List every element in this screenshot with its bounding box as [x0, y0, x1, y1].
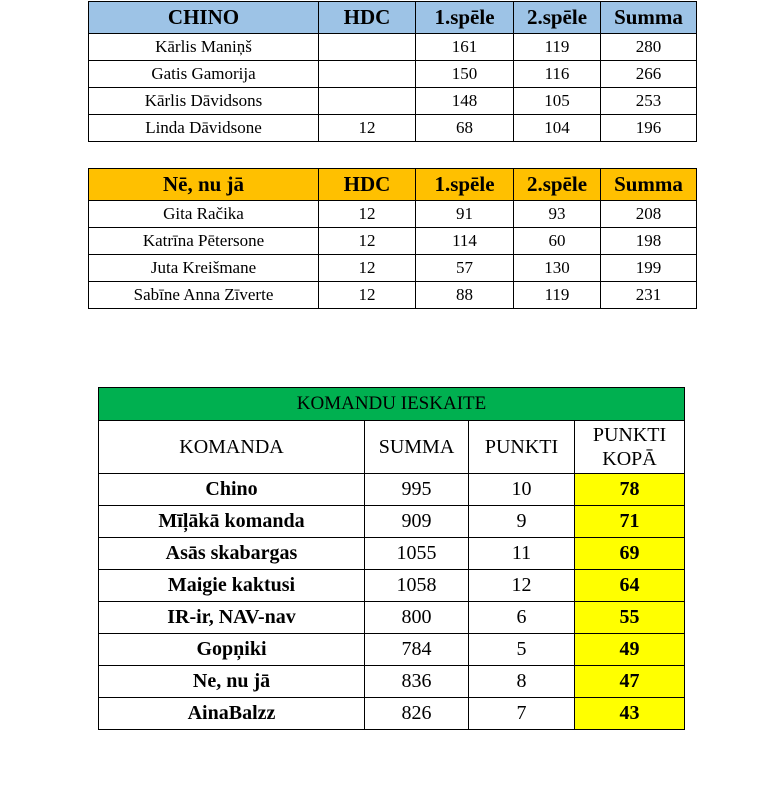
player-name: Gatis Gamorija	[89, 61, 319, 88]
sum-header: Summa	[601, 2, 697, 34]
team-points: 5	[469, 634, 575, 666]
team-table-chino	[88, 1, 697, 142]
points-column-header: PUNKTI	[469, 421, 575, 474]
team-points: 7	[469, 698, 575, 730]
team-name-header: CHINO	[89, 2, 319, 34]
team-sum: 1055	[365, 538, 469, 570]
player-name: Kārlis Maniņš	[89, 34, 319, 61]
team-points: 11	[469, 538, 575, 570]
hdc-cell: 12	[319, 255, 416, 282]
team-table-ne-nu-ja	[88, 168, 697, 309]
sum-cell: 208	[601, 201, 697, 228]
sum-cell: 198	[601, 228, 697, 255]
table-row	[99, 602, 685, 634]
team-total-points: 71	[575, 506, 685, 538]
table-row	[89, 88, 697, 115]
table-row	[89, 34, 697, 61]
team-name: AinaBalzz	[99, 698, 365, 730]
player-name: Sabīne Anna Zīverte	[89, 282, 319, 309]
table-row	[89, 115, 697, 142]
game1-cell: 161	[416, 34, 514, 61]
player-name: Katrīna Pētersone	[89, 228, 319, 255]
team-points: 8	[469, 666, 575, 698]
game1-header: 1.spēle	[416, 169, 514, 201]
team-name: IR-ir, NAV-nav	[99, 602, 365, 634]
player-name: Gita Račika	[89, 201, 319, 228]
game1-cell: 88	[416, 282, 514, 309]
team-name: Ne, nu jā	[99, 666, 365, 698]
team-name: Asās skabargas	[99, 538, 365, 570]
sum-cell: 231	[601, 282, 697, 309]
game1-cell: 150	[416, 61, 514, 88]
sum-header: Summa	[601, 169, 697, 201]
hdc-cell	[319, 88, 416, 115]
table-row	[99, 666, 685, 698]
sum-column-header: SUMMA	[365, 421, 469, 474]
game2-cell: 116	[514, 61, 601, 88]
team-total-points: 69	[575, 538, 685, 570]
game2-cell: 105	[514, 88, 601, 115]
team-points: 10	[469, 474, 575, 506]
game2-cell: 104	[514, 115, 601, 142]
table-row	[99, 570, 685, 602]
table-row	[89, 228, 697, 255]
team-sum: 1058	[365, 570, 469, 602]
team-sum: 826	[365, 698, 469, 730]
team-total-points: 49	[575, 634, 685, 666]
hdc-cell: 12	[319, 115, 416, 142]
team-points: 9	[469, 506, 575, 538]
game1-cell: 114	[416, 228, 514, 255]
hdc-header: HDC	[319, 2, 416, 34]
table-row	[99, 634, 685, 666]
game1-cell: 57	[416, 255, 514, 282]
game2-cell: 130	[514, 255, 601, 282]
hdc-cell: 12	[319, 228, 416, 255]
game2-header: 2.spēle	[514, 169, 601, 201]
team-total-points: 43	[575, 698, 685, 730]
game2-cell: 93	[514, 201, 601, 228]
game2-cell: 119	[514, 34, 601, 61]
team-ranking-table	[98, 387, 685, 730]
ranking-title-row	[99, 388, 685, 421]
game1-header: 1.spēle	[416, 2, 514, 34]
hdc-cell: 12	[319, 201, 416, 228]
team-sum: 800	[365, 602, 469, 634]
team-sum: 784	[365, 634, 469, 666]
team-table-header	[89, 2, 697, 34]
game1-cell: 148	[416, 88, 514, 115]
team-name-header: Nē, nu jā	[89, 169, 319, 201]
team-total-points: 55	[575, 602, 685, 634]
team-points: 6	[469, 602, 575, 634]
team-table-header	[89, 169, 697, 201]
table-row	[89, 201, 697, 228]
table-row	[89, 282, 697, 309]
sum-cell: 196	[601, 115, 697, 142]
hdc-header: HDC	[319, 169, 416, 201]
player-name: Kārlis Dāvidsons	[89, 88, 319, 115]
team-points: 12	[469, 570, 575, 602]
table-row	[99, 474, 685, 506]
player-name: Juta Kreišmane	[89, 255, 319, 282]
table-row	[89, 255, 697, 282]
game2-header: 2.spēle	[514, 2, 601, 34]
game2-cell: 60	[514, 228, 601, 255]
team-sum: 995	[365, 474, 469, 506]
team-sum: 836	[365, 666, 469, 698]
hdc-cell: 12	[319, 282, 416, 309]
total-points-column-header: PUNKTI KOPĀ	[575, 421, 685, 474]
sum-cell: 253	[601, 88, 697, 115]
table-row	[99, 538, 685, 570]
team-total-points: 47	[575, 666, 685, 698]
team-total-points: 78	[575, 474, 685, 506]
team-name: Maigie kaktusi	[99, 570, 365, 602]
ranking-title: KOMANDU IESKAITE	[99, 388, 685, 421]
sum-cell: 199	[601, 255, 697, 282]
game2-cell: 119	[514, 282, 601, 309]
team-name: Chino	[99, 474, 365, 506]
hdc-cell	[319, 34, 416, 61]
player-name: Linda Dāvidsone	[89, 115, 319, 142]
sum-cell: 280	[601, 34, 697, 61]
game1-cell: 68	[416, 115, 514, 142]
table-row	[99, 506, 685, 538]
hdc-cell	[319, 61, 416, 88]
ranking-header-row	[99, 421, 685, 474]
team-column-header: KOMANDA	[99, 421, 365, 474]
team-total-points: 64	[575, 570, 685, 602]
team-name: Gopņiki	[99, 634, 365, 666]
team-sum: 909	[365, 506, 469, 538]
table-row	[89, 61, 697, 88]
team-name: Mīļākā komanda	[99, 506, 365, 538]
table-row	[99, 698, 685, 730]
sum-cell: 266	[601, 61, 697, 88]
game1-cell: 91	[416, 201, 514, 228]
